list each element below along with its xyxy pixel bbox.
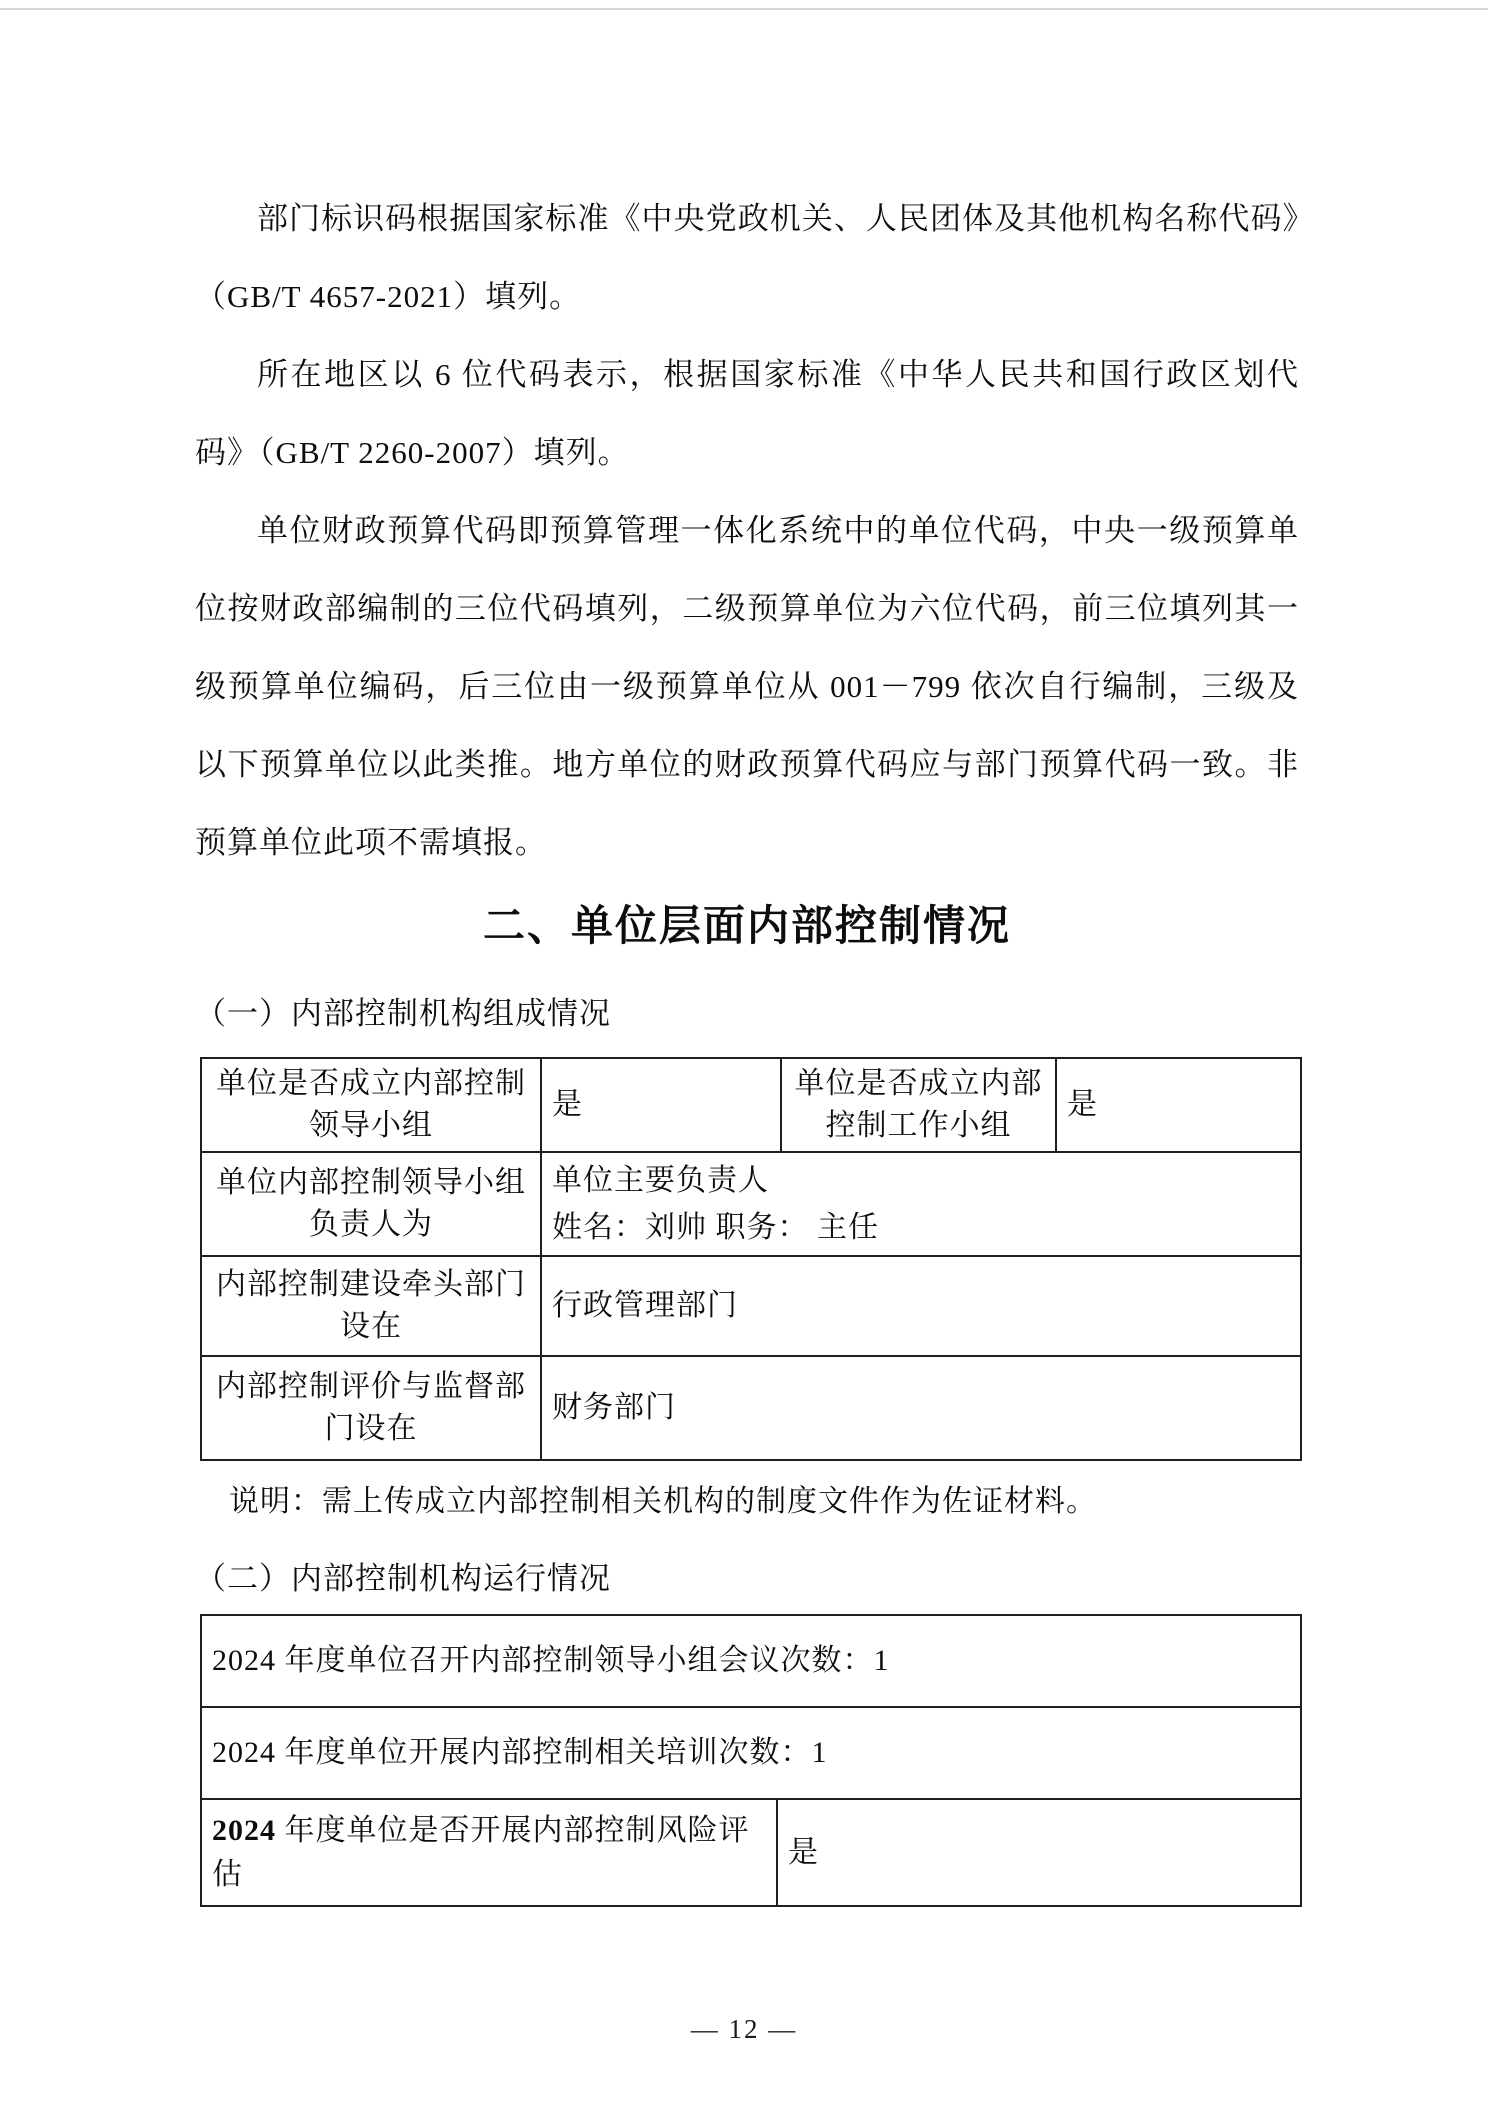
subsection-1-title: （一）内部控制机构组成情况 bbox=[195, 996, 611, 1031]
leader-value bbox=[541, 1152, 1301, 1256]
construction-dept-value: 行政管理部门 bbox=[541, 1256, 1301, 1356]
trainings-count-line: 2024 年度单位开展内部控制相关培训次数：1 bbox=[201, 1707, 1301, 1799]
table-row bbox=[201, 1707, 1301, 1799]
page-content bbox=[195, 0, 1299, 1907]
table-row bbox=[201, 1256, 1301, 1356]
table-row bbox=[201, 1152, 1301, 1256]
paragraph-budget-code: 单位财政预算代码即预算管理一体化系统中的单位代码，中央一级预算单位按财政部编制的三位代码填列，二级预算单位为六位代码，前三位填列其一级预算单位编码，后三位由一级预算单位从 001－799 依次自行编制，三级及以下预算单位以此类推。地方单位的财政预算代码应与部门预算代码一致。非预算单位此项不需填报。 bbox=[195, 513, 1299, 860]
table-row bbox=[201, 1356, 1301, 1460]
meetings-count-line: 2024 年度单位召开内部控制领导小组会议次数：1 bbox=[201, 1615, 1301, 1707]
internal-control-composition-table bbox=[200, 1057, 1302, 1461]
paragraph-region-code: 所在地区以 6 位代码表示，根据国家标准《中华人民共和国行政区划代码》（GB/T 2260-2007）填列。 bbox=[195, 357, 1299, 470]
working-group-answer: 是 bbox=[1056, 1058, 1301, 1152]
table-note: 说明：需上传成立内部控制相关机构的制度文件作为佐证材料。 bbox=[229, 1485, 1097, 1518]
internal-control-operation-table bbox=[200, 1614, 1302, 1907]
leading-group-question: 单位是否成立内部控制领导小组 bbox=[201, 1058, 541, 1152]
table-row bbox=[201, 1615, 1301, 1707]
risk-assessment-text: 年度单位是否开展内部控制风险评估 bbox=[212, 1813, 750, 1891]
leading-group-answer: 是 bbox=[541, 1058, 781, 1152]
evaluation-dept-label: 内部控制评价与监督部门设在 bbox=[201, 1356, 541, 1460]
risk-assessment-answer: 是 bbox=[777, 1799, 1301, 1906]
leader-name-title: 姓名：刘帅 职务： 主任 bbox=[552, 1211, 879, 1244]
construction-dept-label: 内部控制建设牵头部门设在 bbox=[201, 1256, 541, 1356]
paragraph-dept-code: 部门标识码根据国家标准《中央党政机关、人民团体及其他机构名称代码》（GB/T 4657-2021）填列。 bbox=[195, 201, 1299, 314]
page-number: — 12 — bbox=[690, 2014, 798, 2044]
table-row bbox=[201, 1799, 1301, 1906]
table-row bbox=[201, 1058, 1301, 1152]
subsection-2-title: （二）内部控制机构运行情况 bbox=[195, 1561, 611, 1596]
section-title: 二、单位层面内部控制情况 bbox=[482, 902, 1011, 949]
leader-role: 单位主要负责人 bbox=[552, 1164, 769, 1197]
risk-assessment-year: 2024 bbox=[212, 1813, 276, 1847]
body-paragraphs bbox=[195, 180, 1299, 882]
evaluation-dept-value: 财务部门 bbox=[541, 1356, 1301, 1460]
leader-label: 单位内部控制领导小组负责人为 bbox=[201, 1152, 541, 1256]
working-group-question: 单位是否成立内部控制工作小组 bbox=[781, 1058, 1056, 1152]
risk-assessment-label bbox=[201, 1799, 777, 1906]
